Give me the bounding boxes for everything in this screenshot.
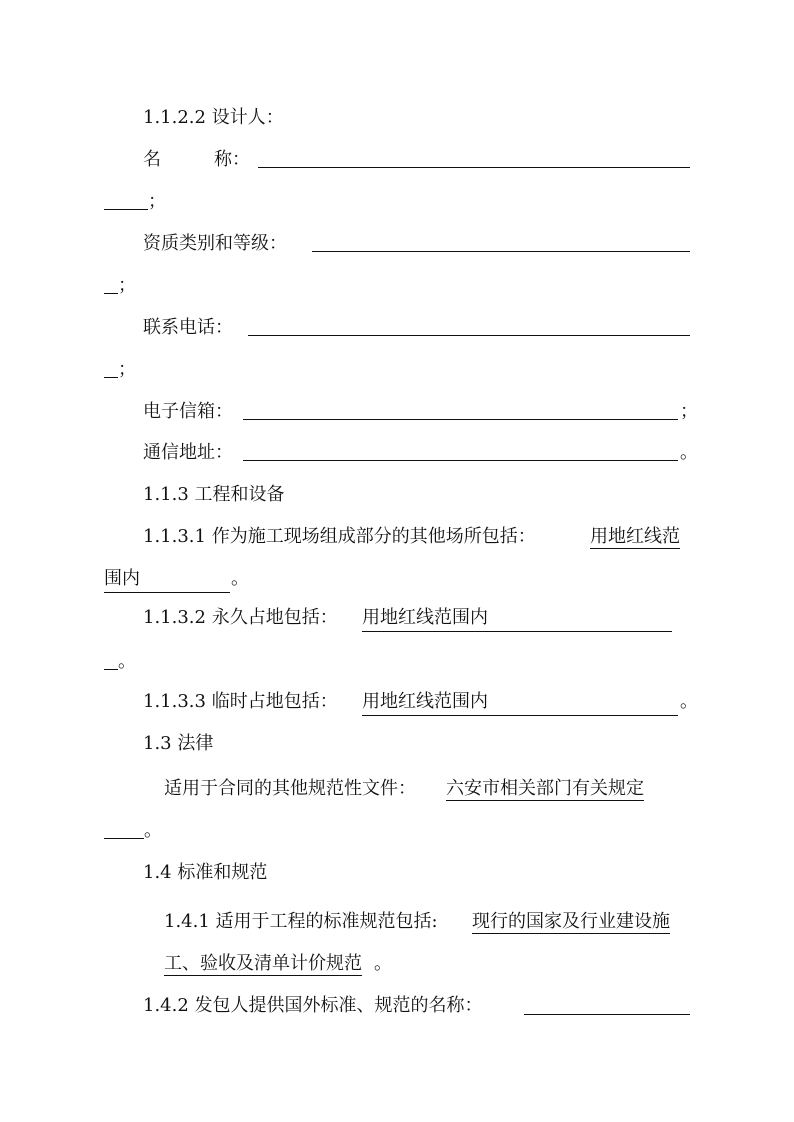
address-blank <box>243 460 678 461</box>
other-sites-value-b: 围内 <box>104 567 230 591</box>
permanent-land-value: 用地红线范围内 <box>362 606 672 630</box>
name-semicolon: ； <box>148 191 166 212</box>
email-semicolon: ； <box>680 401 698 422</box>
temporary-land-value: 用地红线范围内 <box>362 690 678 714</box>
qualification-semicolon: ； <box>118 275 136 296</box>
name-label-char1: 名 <box>143 149 161 170</box>
section-heading-designer: 1.1.2.2 设计人： <box>143 107 284 128</box>
phone-blank <box>248 335 690 336</box>
other-sites-period: 。 <box>231 568 249 589</box>
name-label-char2: 称： <box>214 149 250 170</box>
temporary-land-label: 1.1.3.3 临时占地包括： <box>143 691 338 712</box>
regulations-value: 六安市相关部门有关规定 <box>446 778 644 799</box>
section-heading-works: 1.1.3 工程和设备 <box>143 484 285 505</box>
foreign-standards-label: 1.4.2 发包人提供国外标准、规范的名称： <box>143 995 483 1016</box>
address-label: 通信地址： <box>143 442 233 463</box>
standards-value-b: 工、验收及清单计价规范 <box>164 953 362 974</box>
phone-label: 联系电话： <box>143 317 233 338</box>
email-blank <box>243 419 678 420</box>
temporary-land-period: 。 <box>680 691 698 712</box>
phone-blank-cont <box>104 377 118 378</box>
section-heading-law: 1.3 法律 <box>143 733 214 754</box>
foreign-standards-blank <box>524 1014 690 1015</box>
name-blank-cont <box>104 209 148 210</box>
regulations-period: 。 <box>144 820 162 841</box>
standards-label: 1.4.1 适用于工程的标准规范包括: <box>164 911 438 932</box>
standards-value-a: 现行的国家及行业建设施 <box>472 911 670 932</box>
qualification-blank <box>312 251 690 252</box>
permanent-land-label: 1.1.3.2 永久占地包括： <box>143 607 338 628</box>
address-period: 。 <box>680 442 698 463</box>
other-sites-label: 1.1.3.1 作为施工现场组成部分的其他场所包括： <box>143 526 536 547</box>
permanent-land-blank-cont <box>104 669 118 670</box>
standards-period: 。 <box>374 953 392 974</box>
section-heading-standards: 1.4 标准和规范 <box>143 862 268 883</box>
email-label: 电子信箱： <box>143 401 233 422</box>
regulations-label: 适用于合同的其他规范性文件： <box>164 778 416 799</box>
regulations-blank-cont <box>104 838 144 839</box>
phone-semicolon: ； <box>118 359 136 380</box>
qualification-blank-cont <box>104 293 118 294</box>
other-sites-value-a: 用地红线范 <box>590 526 680 547</box>
name-blank <box>258 167 690 168</box>
qualification-label: 资质类别和等级： <box>143 233 287 254</box>
permanent-land-period: 。 <box>118 651 136 672</box>
